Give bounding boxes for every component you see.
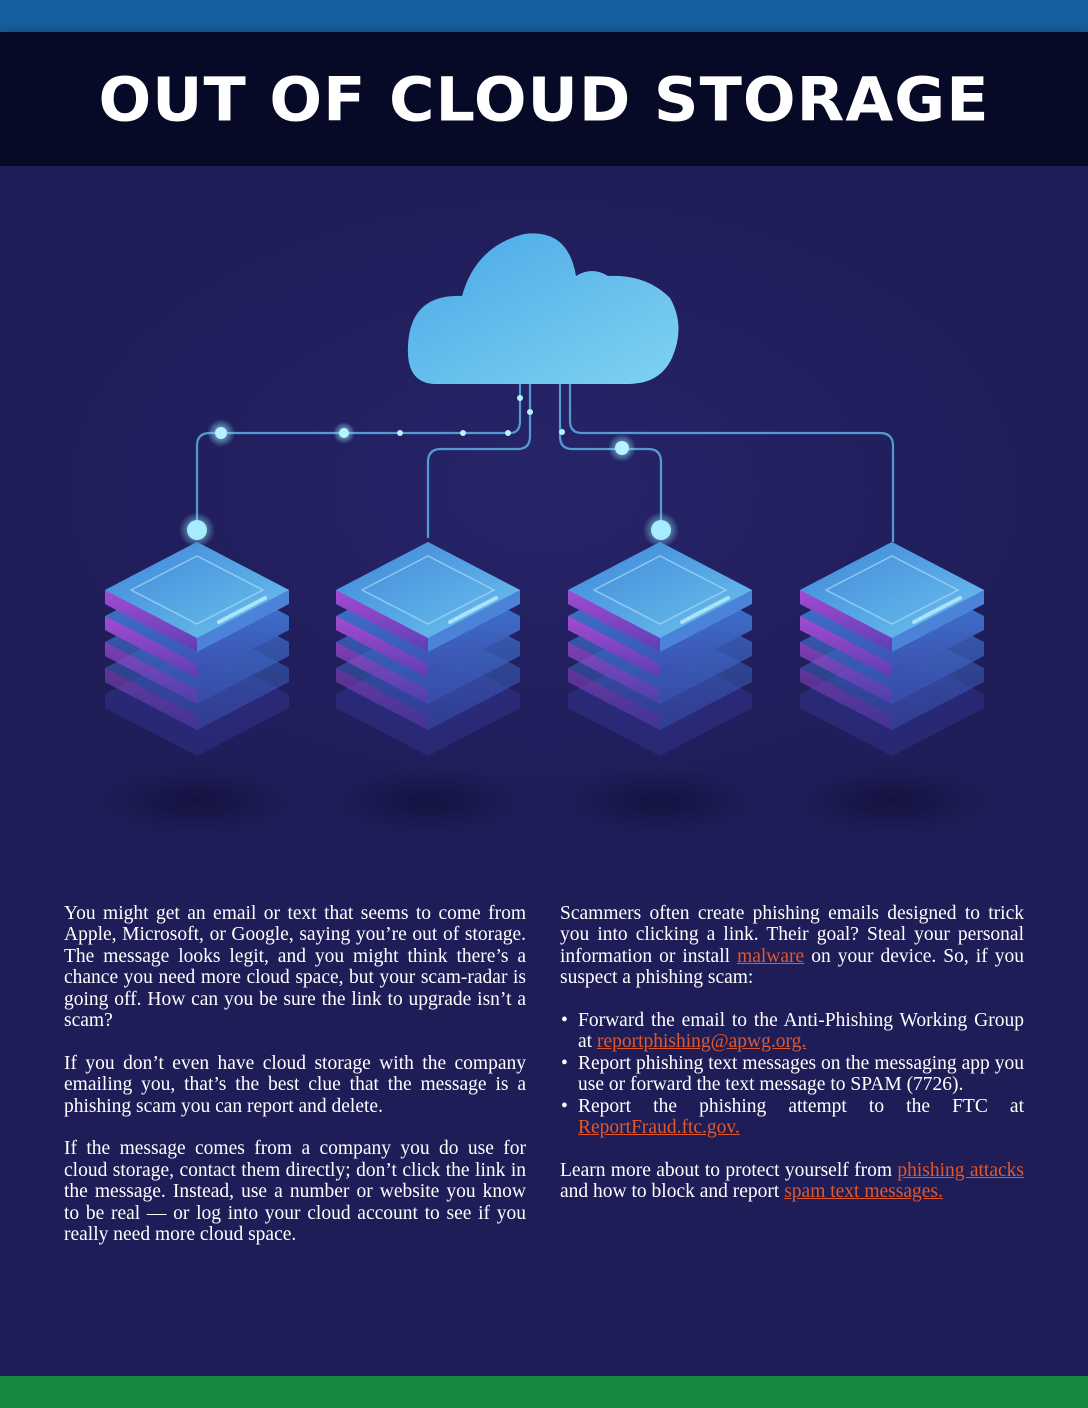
- cloud-icon: [408, 233, 679, 384]
- bottom-color-bar: [0, 1376, 1088, 1408]
- left-text-column: [64, 903, 526, 1267]
- contact-directly-paragraph: If the message comes from a company you do use for cloud storage, contact them directly; don’t click the link in the message. Instead, use a number or website you know to be real — or log into your cloud account to see if you really need more cloud space.: [64, 1138, 526, 1246]
- learn-more-paragraph: Learn more about to protect yourself from phishing attacks and how to block and report spam text messages.: [560, 1159, 1024, 1203]
- spam-text-messages-link[interactable]: spam text messages.: [784, 1181, 943, 1203]
- list-item: • Report phishing text messages on the messaging app you use or forward the text message to SPAM (7726).: [560, 1053, 1024, 1096]
- malware-link[interactable]: malware: [737, 945, 805, 967]
- list-item: • Forward the email to the Anti-Phishing Working Group at reportphishing@apwg.org.: [560, 1010, 1024, 1053]
- apwg-email-link[interactable]: reportphishing@apwg.org.: [596, 1031, 807, 1053]
- title-banner: [0, 32, 1088, 166]
- illustration-svg: [0, 166, 1088, 886]
- top-color-bar: [0, 0, 1088, 32]
- phishing-attacks-link[interactable]: phishing attacks: [897, 1159, 1024, 1181]
- steps-list: [560, 1010, 1024, 1138]
- no-storage-paragraph: If you don’t even have cloud storage with the company emailing you, that’s the best clue that the message is a phishing scam you can report and delete.: [64, 1052, 526, 1117]
- page-title: OUT OF CLOUD STORAGE: [98, 63, 990, 135]
- right-text-column: [560, 903, 1024, 1224]
- intro-paragraph: You might get an email or text that seems to come from Apple, Microsoft, or Google, saying you’re out of storage. The message looks legit, and you might think there’s a chance you need more cloud space, but your scam-radar is going off. How can you be sure the link to upgrade isn’t a scam?: [64, 903, 526, 1032]
- reportfraud-link[interactable]: ReportFraud.ftc.gov.: [578, 1117, 740, 1139]
- list-item: • Report the phishing attempt to the FTC at ReportFraud.ftc.gov.: [560, 1096, 1024, 1139]
- cloud-servers-illustration: [0, 166, 1088, 886]
- scammers-paragraph: Scammers often create phishing emails designed to trick you into clicking a link. Their goal? Steal your personal information or install malware on your device. So, if you suspect a phishing scam:: [560, 903, 1024, 989]
